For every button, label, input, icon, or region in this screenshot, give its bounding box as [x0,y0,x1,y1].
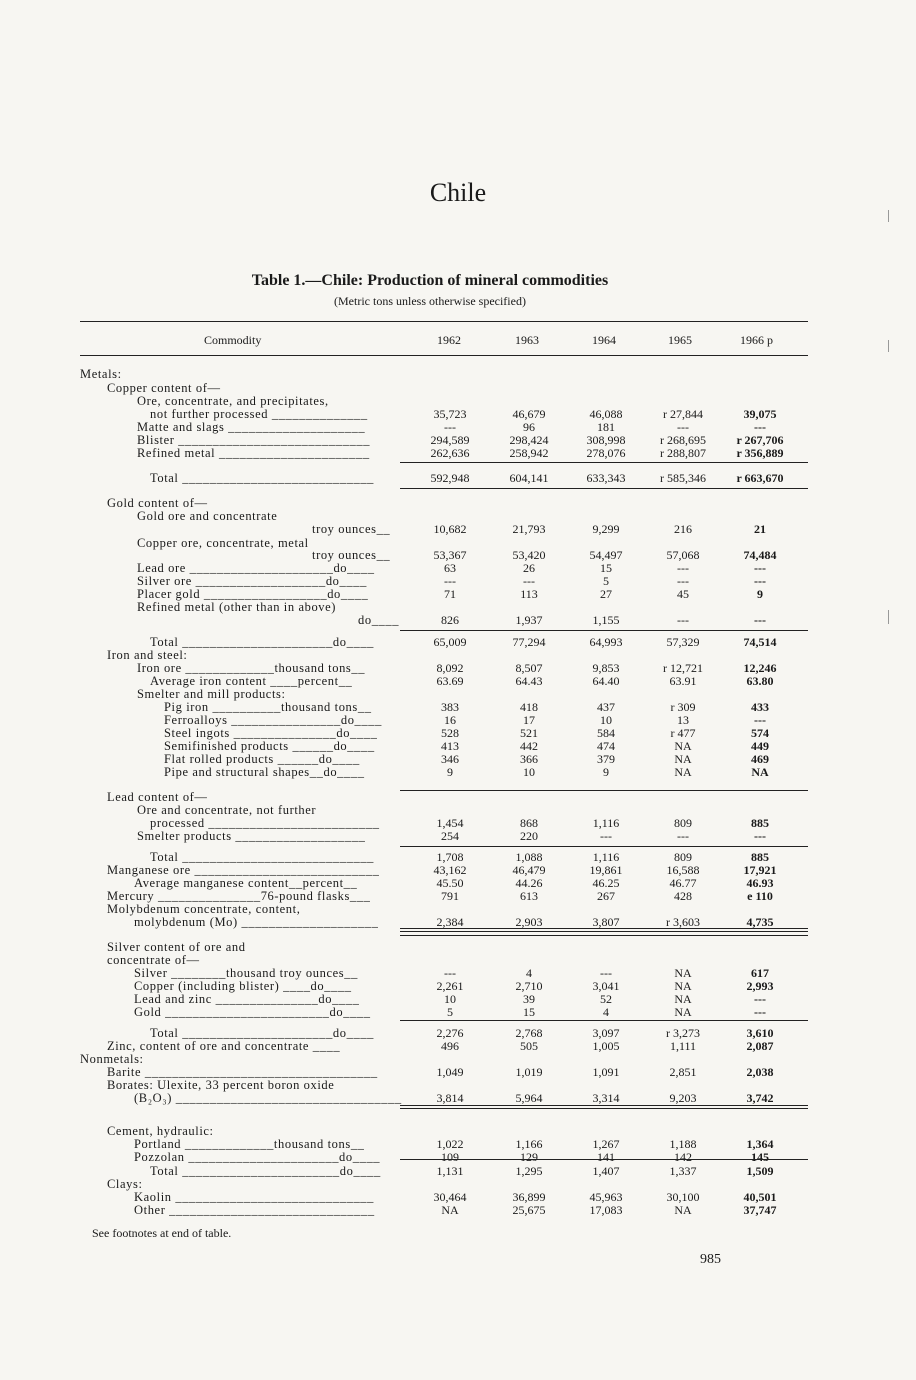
table-cell: 9,299 [592,522,620,536]
table-cell: 63.80 [746,674,774,688]
table-cell: 2,384 [436,915,464,929]
row-label: Manganese ore ___________________________ [107,863,380,877]
table-cell: 791 [441,889,459,903]
table-cell: 1,005 [592,1039,620,1053]
table-cell: 5,964 [515,1091,543,1105]
row-label: Ore and concentrate, not further [137,803,317,817]
row-label: Ore, concentrate, and precipitates, [137,394,329,408]
table-cell: 74,484 [743,548,777,562]
row-label: molybdenum (Mo) ____________________ [134,915,379,929]
table-cell: 1,267 [592,1137,620,1151]
table-cell: 826 [441,613,459,627]
table-cell: 604,141 [509,471,549,485]
row-label: Matte and slags ____________________ [137,420,366,434]
table-row [0,1006,916,1019]
table-row [0,614,916,627]
total-rule [400,846,808,847]
table-row [0,1151,916,1164]
table-cell: 584 [597,726,615,740]
footnote-reference: See footnotes at end of table. [92,1226,232,1240]
table-cell: 16 [444,713,456,727]
table-cell: --- [754,829,766,843]
row-label: Silver content of ore and [107,940,246,954]
table-cell: 46.93 [746,876,774,890]
section-rule [400,935,808,936]
table-cell: 27 [600,587,612,601]
table-cell: 1,708 [436,850,464,864]
table-cell: NA [674,1203,692,1217]
table-cell: 442 [520,739,538,753]
table-cell: 142 [674,1150,692,1164]
table-cell: NA [674,966,692,980]
table-cell: 3,610 [746,1026,774,1040]
table-cell: 418 [520,700,538,714]
table-cell: r 309 [670,700,696,714]
table-cell: 17,921 [743,863,777,877]
table-cell: --- [754,1005,766,1019]
row-label: Clays: [107,1177,143,1191]
table-cell: --- [444,574,456,588]
row-label: Pig iron __________thousand tons__ [164,700,372,714]
row-label: Smelter and mill products: [137,687,286,701]
table-cell: 474 [597,739,615,753]
table-cell: 46,088 [589,407,623,421]
page-number: 985 [700,1252,721,1267]
column-header-1966: 1966 p [740,333,773,347]
row-label: Lead and zinc _______________do____ [134,992,360,1006]
total-rule [400,1159,808,1160]
table-cell: 592,948 [430,471,470,485]
table-cell: 1,022 [436,1137,464,1151]
row-label: Portland _____________thousand tons__ [134,1137,365,1151]
table-cell: 71 [444,587,456,601]
table-cell: 809 [674,816,692,830]
table-cell: 613 [520,889,538,903]
table-cell: 46.25 [592,876,620,890]
table-cell: NA [674,739,692,753]
total-rule [400,488,808,489]
row-label: troy ounces__ [312,522,391,536]
table-cell: 267 [597,889,615,903]
table-cell: 254 [441,829,459,843]
table-row [0,523,916,536]
table-cell: 141 [597,1150,615,1164]
table-cell: 30,100 [666,1190,700,1204]
table-cell: 1,088 [515,850,543,864]
table-cell: 46,479 [512,863,546,877]
table-cell: NA [674,765,692,779]
row-label: Cement, hydraulic: [107,1124,214,1138]
table-cell: --- [677,613,689,627]
table-cell: 109 [441,1150,459,1164]
table-cell: 1,337 [669,1164,697,1178]
table-cell: 437 [597,700,615,714]
table-row [0,1092,916,1105]
table-cell: 57,329 [666,635,700,649]
table-cell: 3,097 [592,1026,620,1040]
table-cell: 220 [520,829,538,843]
table-cell: --- [754,561,766,575]
table-cell: 21 [754,522,766,536]
table-cell: 1,019 [515,1065,543,1079]
table-cell: 1,295 [515,1164,543,1178]
table-cell: 10 [444,992,456,1006]
table-cell: 2,993 [746,979,774,993]
table-cell: 44.26 [515,876,543,890]
table-cell: 1,116 [592,816,620,830]
table-cell: NA [674,1005,692,1019]
table-cell: 45.50 [436,876,464,890]
table-cell: r 3,603 [666,915,700,929]
table-cell: 449 [751,739,769,753]
table-cell: 16,588 [666,863,700,877]
total-rule [400,1020,808,1021]
row-label: Semifinished products ______do____ [164,739,375,753]
row-label: Steel ingots _______________do____ [164,726,378,740]
double-rule [400,1105,808,1109]
row-label: Kaolin _____________________________ [134,1190,374,1204]
row-label: Iron and steel: [107,648,188,662]
scan-edge-mark [888,610,889,624]
column-header-1963: 1963 [515,333,539,347]
table-cell: 258,942 [509,446,549,460]
table-top-rule [80,321,808,322]
row-label: Ferroalloys ________________do____ [164,713,382,727]
row-label: Flat rolled products ______do____ [164,752,360,766]
row-label: Copper (including blister) ____do____ [134,979,352,993]
table-cell: 21,793 [512,522,546,536]
table-cell: 379 [597,752,615,766]
table-cell: 2,087 [746,1039,774,1053]
table-cell: 366 [520,752,538,766]
column-header-1964: 1964 [592,333,616,347]
table-cell: 885 [751,850,769,864]
table-subtitle: (Metric tons unless otherwise specified) [334,294,526,308]
row-label: Copper ore, concentrate, metal [137,536,309,550]
table-row [0,1204,916,1217]
table-cell: 1,111 [669,1039,697,1053]
table-row [0,472,916,485]
table-cell: 1,188 [669,1137,697,1151]
row-label: Silver ore ___________________do____ [137,574,367,588]
table-cell: 278,076 [586,446,626,460]
row-label: processed _________________________ [150,816,380,830]
row-label: Other ______________________________ [134,1203,375,1217]
row-label: Pozzolan ______________________do____ [134,1150,381,1164]
column-header-1965: 1965 [668,333,692,347]
table-cell: 39,075 [743,407,777,421]
table-cell: 40,501 [743,1190,777,1204]
row-label: Lead content of— [107,790,208,804]
row-label: (B₂O₃) _________________________________ [134,1091,402,1105]
section-rule [400,790,808,791]
table-cell: 2,851 [669,1065,697,1079]
row-label: Pipe and structural shapes__do____ [164,765,365,779]
row-label: Gold ________________________do____ [134,1005,371,1019]
table-cell: 64,993 [589,635,623,649]
table-cell: 26 [523,561,535,575]
table-cell: 15 [523,1005,535,1019]
table-cell: 8,507 [515,661,543,675]
table-cell: 77,294 [512,635,546,649]
row-label: Metals: [80,367,122,381]
table-cell: 17 [523,713,535,727]
table-cell: --- [444,420,456,434]
table-cell: 19,861 [589,863,623,877]
table-cell: r 356,889 [736,446,784,460]
table-cell: 57,068 [666,548,700,562]
table-cell: 2,038 [746,1065,774,1079]
row-label: Mercury _______________76-pound flasks___ [107,889,371,903]
double-rule [400,928,808,932]
table-cell: 53,367 [433,548,467,562]
table-cell: 45 [677,587,689,601]
table-cell: --- [754,992,766,1006]
row-label: Lead ore _____________________do____ [137,561,375,575]
table-cell: --- [754,574,766,588]
table-cell: 521 [520,726,538,740]
table-cell: 10 [523,765,535,779]
table-cell: 8,092 [436,661,464,675]
table-cell: NA [441,1203,459,1217]
table-cell: 1,364 [746,1137,774,1151]
table-cell: 469 [751,752,769,766]
total-rule [400,630,808,631]
table-cell: 4 [526,966,532,980]
table-cell: e 110 [747,889,773,903]
table-cell: 3,742 [746,1091,774,1105]
row-label: Silver ________thousand troy ounces__ [134,966,358,980]
table-cell: r 27,844 [663,407,703,421]
table-cell: 2,276 [436,1026,464,1040]
page-heading: Chile [429,178,487,207]
table-cell: 9,203 [669,1091,697,1105]
table-cell: 3,807 [592,915,620,929]
table-cell: r 12,721 [663,661,703,675]
table-cell: 383 [441,700,459,714]
scan-edge-mark [888,340,889,352]
table-cell: 2,710 [515,979,543,993]
table-cell: 12,246 [743,661,777,675]
table-cell: 15 [600,561,612,575]
row-label: Zinc, content of ore and concentrate ____ [107,1039,341,1053]
table-cell: r 267,706 [736,433,784,447]
table-cell: 885 [751,816,769,830]
table-cell: --- [754,613,766,627]
row-label: Iron ore _____________thousand tons__ [137,661,366,675]
table-cell: r 288,807 [660,446,706,460]
total-rule [400,462,808,463]
table-row [0,830,916,843]
table-cell: --- [754,420,766,434]
table-cell: 96 [523,420,535,434]
table-cell: 9 [757,587,763,601]
table-cell: 54,497 [589,548,623,562]
table-cell: 9 [603,765,609,779]
table-cell: 113 [520,587,538,601]
table-cell: --- [677,420,689,434]
table-cell: 346 [441,752,459,766]
table-cell: 262,636 [430,446,470,460]
table-cell: r 663,670 [736,471,784,485]
row-label: Copper content of— [107,381,221,395]
table-cell: 1,407 [592,1164,620,1178]
row-label: concentrate of— [107,953,200,967]
column-header-1962: 1962 [437,333,461,347]
table-cell: 145 [751,1150,769,1164]
table-cell: --- [600,966,612,980]
row-label: Gold content of— [107,496,208,510]
table-cell: 3,041 [592,979,620,993]
table-cell: 74,514 [743,635,777,649]
table-cell: 294,589 [430,433,470,447]
table-cell: r 477 [670,726,696,740]
table-cell: 9,853 [592,661,620,675]
table-cell: 1,509 [746,1164,774,1178]
table-row [0,766,916,779]
table-cell: 1,937 [515,613,543,627]
row-label: Total ____________________________ [150,471,375,485]
row-label: Average iron content ____percent__ [150,674,353,688]
row-label: do____ [358,613,400,627]
row-label: Total ______________________do____ [150,635,375,649]
table-cell: 505 [520,1039,538,1053]
table-cell: 65,009 [433,635,467,649]
table-cell: 2,903 [515,915,543,929]
table-row [0,368,916,381]
table-cell: 2,768 [515,1026,543,1040]
row-label: not further processed ______________ [150,407,368,421]
table-cell: 1,131 [436,1164,464,1178]
table-cell: 528 [441,726,459,740]
table-cell: 53,420 [512,548,546,562]
row-label: Barite __________________________________ [107,1065,378,1079]
table-cell: --- [677,561,689,575]
table-cell: 433 [751,700,769,714]
table-cell: 63.91 [669,674,697,688]
table-cell: 4,735 [746,915,774,929]
table-cell: r 268,695 [660,433,706,447]
table-cell: 46,679 [512,407,546,421]
table-title: Table 1.—Chile: Production of mineral commodities [251,272,609,289]
table-cell: 43,162 [433,863,467,877]
table-cell: 25,675 [512,1203,546,1217]
table-cell: 4 [603,1005,609,1019]
table-cell: 63 [444,561,456,575]
table-cell: 617 [751,966,769,980]
table-cell: 1,049 [436,1065,464,1079]
table-cell: 9 [447,765,453,779]
table-cell: 45,963 [589,1190,623,1204]
row-label: troy ounces__ [312,548,391,562]
row-label: Total _______________________do____ [150,1164,381,1178]
table-cell: --- [677,829,689,843]
table-cell: 3,814 [436,1091,464,1105]
table-cell: 1,454 [436,816,464,830]
table-cell: NA [751,765,769,779]
table-cell: 30,464 [433,1190,467,1204]
table-row [0,701,916,714]
table-cell: 39 [523,992,535,1006]
row-label: Smelter products ___________________ [137,829,366,843]
table-cell: 2,261 [436,979,464,993]
table-row [0,447,916,460]
table-cell: 1,091 [592,1065,620,1079]
table-cell: --- [754,713,766,727]
table-cell: 216 [674,522,692,536]
table-cell: 129 [520,1150,538,1164]
table-cell: 64.43 [515,674,543,688]
row-label: Total ______________________do____ [150,1026,375,1040]
table-cell: 1,155 [592,613,620,627]
table-cell: 5 [603,574,609,588]
table-cell: NA [674,979,692,993]
table-cell: 633,343 [586,471,626,485]
table-cell: 64.40 [592,674,620,688]
table-cell: 1,166 [515,1137,543,1151]
table-cell: 63.69 [436,674,464,688]
row-label: Gold ore and concentrate [137,509,278,523]
table-cell: 52 [600,992,612,1006]
row-label: Nonmetals: [80,1052,144,1066]
row-label: Refined metal ______________________ [137,446,370,460]
column-header-commodity: Commodity [204,333,262,347]
table-cell: 181 [597,420,615,434]
table-cell: 37,747 [743,1203,777,1217]
table-cell: r 3,273 [666,1026,700,1040]
row-label: Placer gold __________________do____ [137,587,369,601]
table-cell: 46.77 [669,876,697,890]
row-label: Borates: Ulexite, 33 percent boron oxide [107,1078,335,1092]
row-label: Refined metal (other than in above) [137,600,337,614]
table-cell: r 585,346 [660,471,706,485]
table-cell: 13 [677,713,689,727]
table-cell: --- [523,574,535,588]
row-label: Average manganese content__percent__ [134,876,358,890]
table-cell: 3,314 [592,1091,620,1105]
table-cell: 298,424 [509,433,549,447]
table-cell: 36,899 [512,1190,546,1204]
table-cell: NA [674,752,692,766]
table-cell: 17,083 [589,1203,623,1217]
table-cell: 413 [441,739,459,753]
table-cell: 496 [441,1039,459,1053]
table-cell: --- [600,829,612,843]
table-cell: --- [677,574,689,588]
table-cell: 574 [751,726,769,740]
header-bottom-rule [80,355,808,356]
row-label: Molybdenum concentrate, content, [107,902,301,916]
scan-edge-mark [888,210,889,222]
table-cell: 35,723 [433,407,467,421]
table-cell: --- [444,966,456,980]
table-cell: 10,682 [433,522,467,536]
row-label: Total ____________________________ [150,850,375,864]
row-label: Blister ____________________________ [137,433,371,447]
table-cell: 428 [674,889,692,903]
table-cell: 868 [520,816,538,830]
table-cell: NA [674,992,692,1006]
table-cell: 5 [447,1005,453,1019]
table-cell: 1,116 [592,850,620,864]
table-cell: 308,998 [586,433,626,447]
table-row [0,753,916,766]
table-cell: 10 [600,713,612,727]
table-cell: 809 [674,850,692,864]
